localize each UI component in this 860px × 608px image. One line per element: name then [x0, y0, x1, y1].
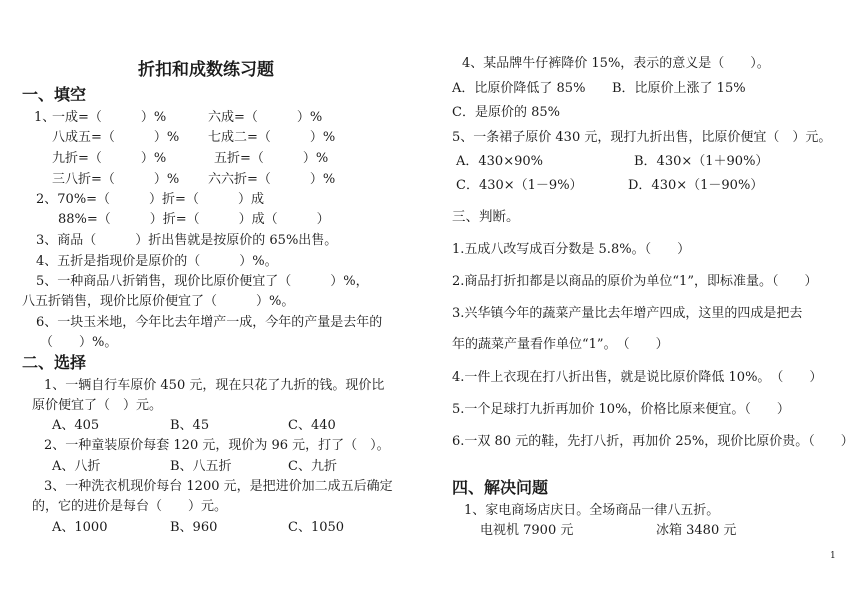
judge3-text: 3.兴华镇今年的蔬菜产量比去年增产四成，这里的四成是把去 [452, 306, 803, 321]
choice1-option-c: C、440 [288, 418, 336, 433]
q1-item: 五折=（ ）% [214, 151, 329, 166]
choice4-text: 4、某品牌牛仔裤降价 15%，表示的意义是（ ）。 [462, 56, 770, 71]
choice4-option-b: B．比原价上涨了 15% [612, 81, 746, 96]
q6-text: （ ）%。 [40, 335, 118, 350]
judge5-text: 5.一个足球打九折再加价 10%，价格比原来便宜。（ ） [452, 402, 790, 417]
q1-item: 三八折=（ ）% [52, 172, 180, 187]
q2-line: 2、70%=（ ）折=（ ）成 [36, 192, 264, 207]
section-choice-heading: 二、选择 [22, 353, 87, 372]
section-solve-heading: 四、解决问题 [452, 478, 549, 497]
page-number: 1 [830, 551, 836, 561]
choice3-option-c: C、1050 [288, 520, 345, 535]
choice3-text: 3、一种洗衣机现价每台 1200 元，是把进价加二成五后确定 [44, 479, 393, 494]
q1-label: 1、 [34, 110, 56, 125]
q1-item: 一成=（ ）% [52, 110, 167, 125]
choice3-option-a: A、1000 [52, 520, 108, 535]
q1-item: 八成五=（ ）% [52, 130, 180, 145]
q1-item: 七成二=（ ）% [208, 130, 336, 145]
choice4-option-a: A．比原价降低了 85% [452, 81, 586, 96]
q5-text: 5、一种商品八折销售，现价比原价便宜了（ ）%， [36, 274, 369, 289]
problem1-text: 1、家电商场店庆日。全场商品一律八五折。 [464, 503, 720, 518]
choice4-option-c: C．是原价的 85% [452, 105, 560, 120]
choice5-option-c: C．430×（1－9%） [456, 178, 583, 193]
choice2-option-a: A、八折 [52, 459, 101, 474]
q1-item: 六六折=（ ）% [208, 172, 336, 187]
section-judge-heading: 三、判断。 [452, 209, 520, 225]
page-title: 折扣和成数练习题 [138, 60, 274, 80]
choice2-text: 2、一种童装原价每套 120 元，现价为 96 元，打了（ ）。 [44, 438, 390, 453]
q2-line: 88%=（ ）折=（ ）成（ ） [58, 212, 330, 227]
section-fill-blank-heading: 一、填空 [22, 85, 87, 104]
choice1-option-a: A、405 [52, 418, 100, 433]
judge1-text: 1.五成八改写成百分数是 5.8%。（ ） [452, 242, 691, 257]
choice5-option-a: A．430×90% [456, 154, 543, 169]
judge4-text: 4.一件上衣现在打八折出售，就是说比原价降低 10%。 （ ） [452, 370, 823, 385]
choice1-text: 原价便宜了（ ）元。 [32, 398, 163, 413]
choice3-option-b: B、960 [170, 520, 218, 535]
choice2-option-c: C、九折 [288, 459, 337, 474]
choice3-text: 的，它的进价是每台（ ）元。 [32, 499, 228, 514]
q5-text: 八五折销售，现价比原价便宜了（ ）%。 [22, 294, 295, 309]
choice2-option-b: B、八五折 [170, 459, 232, 474]
judge2-text: 2.商品打折扣都是以商品的原价为单位“1”，即标准量。（ ） [452, 274, 818, 289]
choice5-text: 5、一条裙子原价 430 元，现打九折出售，比原价便宜（ ）元。 [452, 130, 832, 145]
problem1-item-fridge: 冰箱 3480 元 [656, 523, 737, 538]
q1-item: 六成=（ ）% [208, 110, 323, 125]
problem1-item-tv: 电视机 7900 元 [480, 523, 574, 538]
choice5-option-b: B．430×（1＋90%） [634, 154, 769, 169]
choice5-option-d: D．430×（1－90%） [628, 178, 764, 193]
q1-item: 九折=（ ）% [52, 151, 167, 166]
q3-text: 3、商品（ ）折出售就是按原价的 65%出售。 [36, 233, 338, 248]
q4-text: 4、五折是指现价是原价的（ ）%。 [36, 254, 278, 269]
choice1-text: 1、一辆自行车原价 450 元，现在只花了九折的钱。现价比 [44, 378, 385, 393]
judge3-text: 年的蔬菜产量看作单位“1”。 （ ） [452, 337, 669, 352]
judge6-text: 6.一双 80 元的鞋，先打八折，再加价 25%，现价比原价贵。（ ） [452, 434, 854, 449]
choice1-option-b: B、45 [170, 418, 210, 433]
q6-text: 6、一块玉米地，今年比去年增产一成，今年的产量是去年的 [36, 315, 383, 330]
